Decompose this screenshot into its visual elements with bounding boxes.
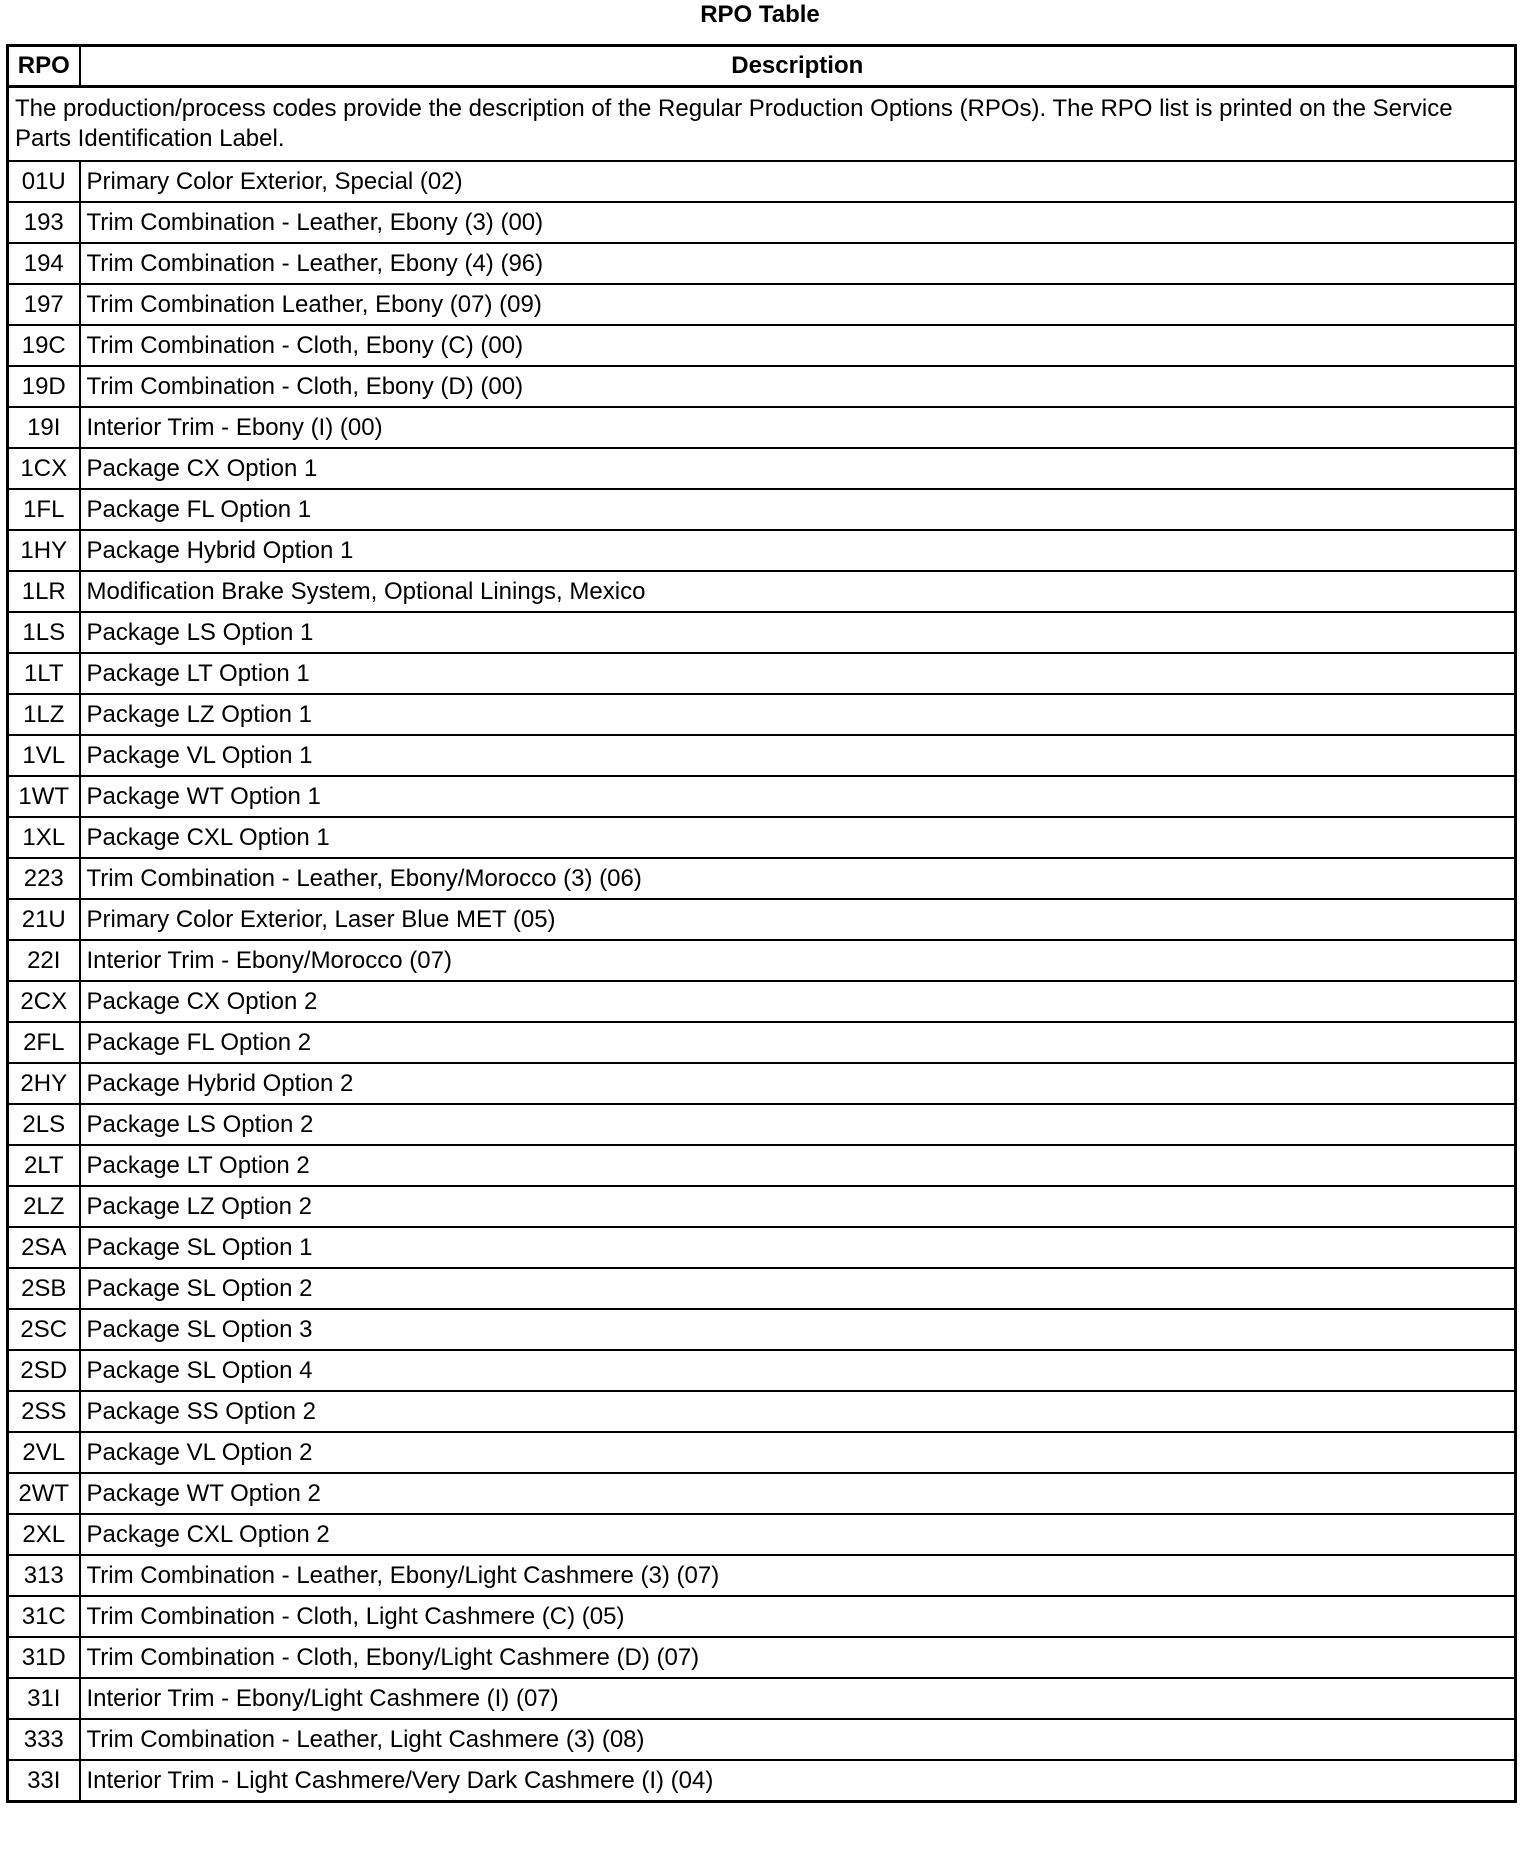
rpo-code-cell: 1VL (8, 735, 80, 776)
rpo-description-cell: Package SL Option 3 (80, 1309, 1516, 1350)
rpo-description-cell: Package VL Option 2 (80, 1432, 1516, 1473)
rpo-code-cell: 22I (8, 940, 80, 981)
table-row (8, 1186, 1516, 1227)
rpo-description-cell: Package WT Option 2 (80, 1473, 1516, 1514)
table-row (8, 284, 1516, 325)
table-row (8, 1719, 1516, 1760)
table-row (8, 1022, 1516, 1063)
table-row (8, 1145, 1516, 1186)
rpo-description-cell: Package LZ Option 2 (80, 1186, 1516, 1227)
table-row (8, 448, 1516, 489)
rpo-description-cell: Package Hybrid Option 1 (80, 530, 1516, 571)
rpo-code-cell: 1LS (8, 612, 80, 653)
table-row (8, 1514, 1516, 1555)
rpo-description-cell: Package SS Option 2 (80, 1391, 1516, 1432)
table-row (8, 1268, 1516, 1309)
table-row (8, 530, 1516, 571)
rpo-code-cell: 193 (8, 202, 80, 243)
rpo-table (6, 44, 1517, 1803)
rpo-description-cell: Package WT Option 1 (80, 776, 1516, 817)
rpo-description-cell: Package FL Option 1 (80, 489, 1516, 530)
rpo-description-cell: Package CXL Option 2 (80, 1514, 1516, 1555)
rpo-description-cell: Trim Combination - Leather, Ebony/Morocco (3) (06) (80, 858, 1516, 899)
table-row (8, 1350, 1516, 1391)
table-row (8, 1596, 1516, 1637)
column-header-description: Description (80, 46, 1516, 87)
rpo-description-cell: Trim Combination - Cloth, Ebony/Light Cashmere (D) (07) (80, 1637, 1516, 1678)
table-row (8, 1555, 1516, 1596)
table-row (8, 899, 1516, 940)
rpo-description-cell: Trim Combination - Cloth, Ebony (C) (00) (80, 325, 1516, 366)
rpo-description-cell: Package SL Option 1 (80, 1227, 1516, 1268)
rpo-description-cell: Package LT Option 2 (80, 1145, 1516, 1186)
table-row (8, 243, 1516, 284)
rpo-code-cell: 2VL (8, 1432, 80, 1473)
rpo-code-cell: 197 (8, 284, 80, 325)
rpo-description-cell: Trim Combination - Leather, Light Cashmere (3) (08) (80, 1719, 1516, 1760)
rpo-description-cell: Trim Combination - Leather, Ebony (3) (00) (80, 202, 1516, 243)
rpo-code-cell: 1LZ (8, 694, 80, 735)
rpo-description-cell: Trim Combination - Leather, Ebony/Light Cashmere (3) (07) (80, 1555, 1516, 1596)
rpo-code-cell: 1CX (8, 448, 80, 489)
rpo-description-cell: Package Hybrid Option 2 (80, 1063, 1516, 1104)
rpo-description-cell: Package CX Option 2 (80, 981, 1516, 1022)
table-row (8, 1678, 1516, 1719)
rpo-description-cell: Interior Trim - Ebony/Morocco (07) (80, 940, 1516, 981)
rpo-description-cell: Package LZ Option 1 (80, 694, 1516, 735)
rpo-description-cell: Package CXL Option 1 (80, 817, 1516, 858)
rpo-code-cell: 1HY (8, 530, 80, 571)
rpo-description-cell: Package CX Option 1 (80, 448, 1516, 489)
table-title: RPO Table (700, 1, 820, 28)
rpo-description-cell: Interior Trim - Ebony/Light Cashmere (I) (07) (80, 1678, 1516, 1719)
rpo-description-cell: Trim Combination Leather, Ebony (07) (09) (80, 284, 1516, 325)
rpo-code-cell: 313 (8, 1555, 80, 1596)
rpo-code-cell: 19C (8, 325, 80, 366)
rpo-code-cell: 31I (8, 1678, 80, 1719)
table-row (8, 1473, 1516, 1514)
rpo-code-cell: 1LT (8, 653, 80, 694)
rpo-description-cell: Package SL Option 4 (80, 1350, 1516, 1391)
rpo-code-cell: 2HY (8, 1063, 80, 1104)
table-row (8, 940, 1516, 981)
rpo-description-cell: Package LT Option 1 (80, 653, 1516, 694)
rpo-description-cell: Interior Trim - Light Cashmere/Very Dark Cashmere (I) (04) (80, 1760, 1516, 1802)
rpo-code-cell: 19D (8, 366, 80, 407)
rpo-description-cell: Trim Combination - Cloth, Ebony (D) (00) (80, 366, 1516, 407)
rpo-code-cell: 31D (8, 1637, 80, 1678)
table-row (8, 571, 1516, 612)
rpo-code-cell: 19I (8, 407, 80, 448)
rpo-code-cell: 2SB (8, 1268, 80, 1309)
rpo-code-cell: 223 (8, 858, 80, 899)
rpo-code-cell: 2SD (8, 1350, 80, 1391)
rpo-code-cell: 2WT (8, 1473, 80, 1514)
table-row (8, 1309, 1516, 1350)
table-row (8, 161, 1516, 202)
rpo-code-cell: 2CX (8, 981, 80, 1022)
intro-row (8, 87, 1516, 162)
intro-text: The production/process codes provide the description of the Regular Production Options (RPOs). The RPO list is printed on the Service Parts Identification Label. (8, 87, 1516, 162)
table-row (8, 1063, 1516, 1104)
rpo-code-cell: 1XL (8, 817, 80, 858)
table-row (8, 694, 1516, 735)
rpo-description-cell: Package SL Option 2 (80, 1268, 1516, 1309)
rpo-code-cell: 33I (8, 1760, 80, 1802)
table-row (8, 202, 1516, 243)
table-header-row (8, 46, 1516, 87)
rpo-description-cell: Modification Brake System, Optional Linings, Mexico (80, 571, 1516, 612)
rpo-code-cell: 2LT (8, 1145, 80, 1186)
table-row (8, 325, 1516, 366)
table-body (8, 87, 1516, 1802)
rpo-code-cell: 1FL (8, 489, 80, 530)
table-row (8, 981, 1516, 1022)
rpo-description-cell: Package LS Option 1 (80, 612, 1516, 653)
rpo-code-cell: 2LS (8, 1104, 80, 1145)
rpo-description-cell: Interior Trim - Ebony (I) (00) (80, 407, 1516, 448)
rpo-code-cell: 2XL (8, 1514, 80, 1555)
rpo-description-cell: Primary Color Exterior, Laser Blue MET (05) (80, 899, 1516, 940)
rpo-code-cell: 1LR (8, 571, 80, 612)
table-row (8, 1760, 1516, 1802)
table-row (8, 735, 1516, 776)
rpo-description-cell: Trim Combination - Cloth, Light Cashmere (C) (05) (80, 1596, 1516, 1637)
table-row (8, 1227, 1516, 1268)
rpo-description-cell: Trim Combination - Leather, Ebony (4) (96) (80, 243, 1516, 284)
rpo-code-cell: 2LZ (8, 1186, 80, 1227)
table-row (8, 1104, 1516, 1145)
rpo-description-cell: Package VL Option 1 (80, 735, 1516, 776)
rpo-code-cell: 2SC (8, 1309, 80, 1350)
column-header-rpo: RPO (8, 46, 80, 87)
table-row (8, 1391, 1516, 1432)
table-row (8, 776, 1516, 817)
table-row (8, 1432, 1516, 1473)
rpo-code-cell: 194 (8, 243, 80, 284)
rpo-code-cell: 1WT (8, 776, 80, 817)
rpo-code-cell: 2SA (8, 1227, 80, 1268)
rpo-code-cell: 01U (8, 161, 80, 202)
rpo-code-cell: 31C (8, 1596, 80, 1637)
table-row (8, 407, 1516, 448)
rpo-code-cell: 2SS (8, 1391, 80, 1432)
rpo-description-cell: Primary Color Exterior, Special (02) (80, 161, 1516, 202)
rpo-code-cell: 2FL (8, 1022, 80, 1063)
rpo-description-cell: Package LS Option 2 (80, 1104, 1516, 1145)
rpo-description-cell: Package FL Option 2 (80, 1022, 1516, 1063)
rpo-code-cell: 333 (8, 1719, 80, 1760)
table-row (8, 1637, 1516, 1678)
table-row (8, 817, 1516, 858)
table-row (8, 858, 1516, 899)
rpo-code-cell: 21U (8, 899, 80, 940)
table-row (8, 366, 1516, 407)
table-row (8, 653, 1516, 694)
table-row (8, 489, 1516, 530)
table-row (8, 612, 1516, 653)
